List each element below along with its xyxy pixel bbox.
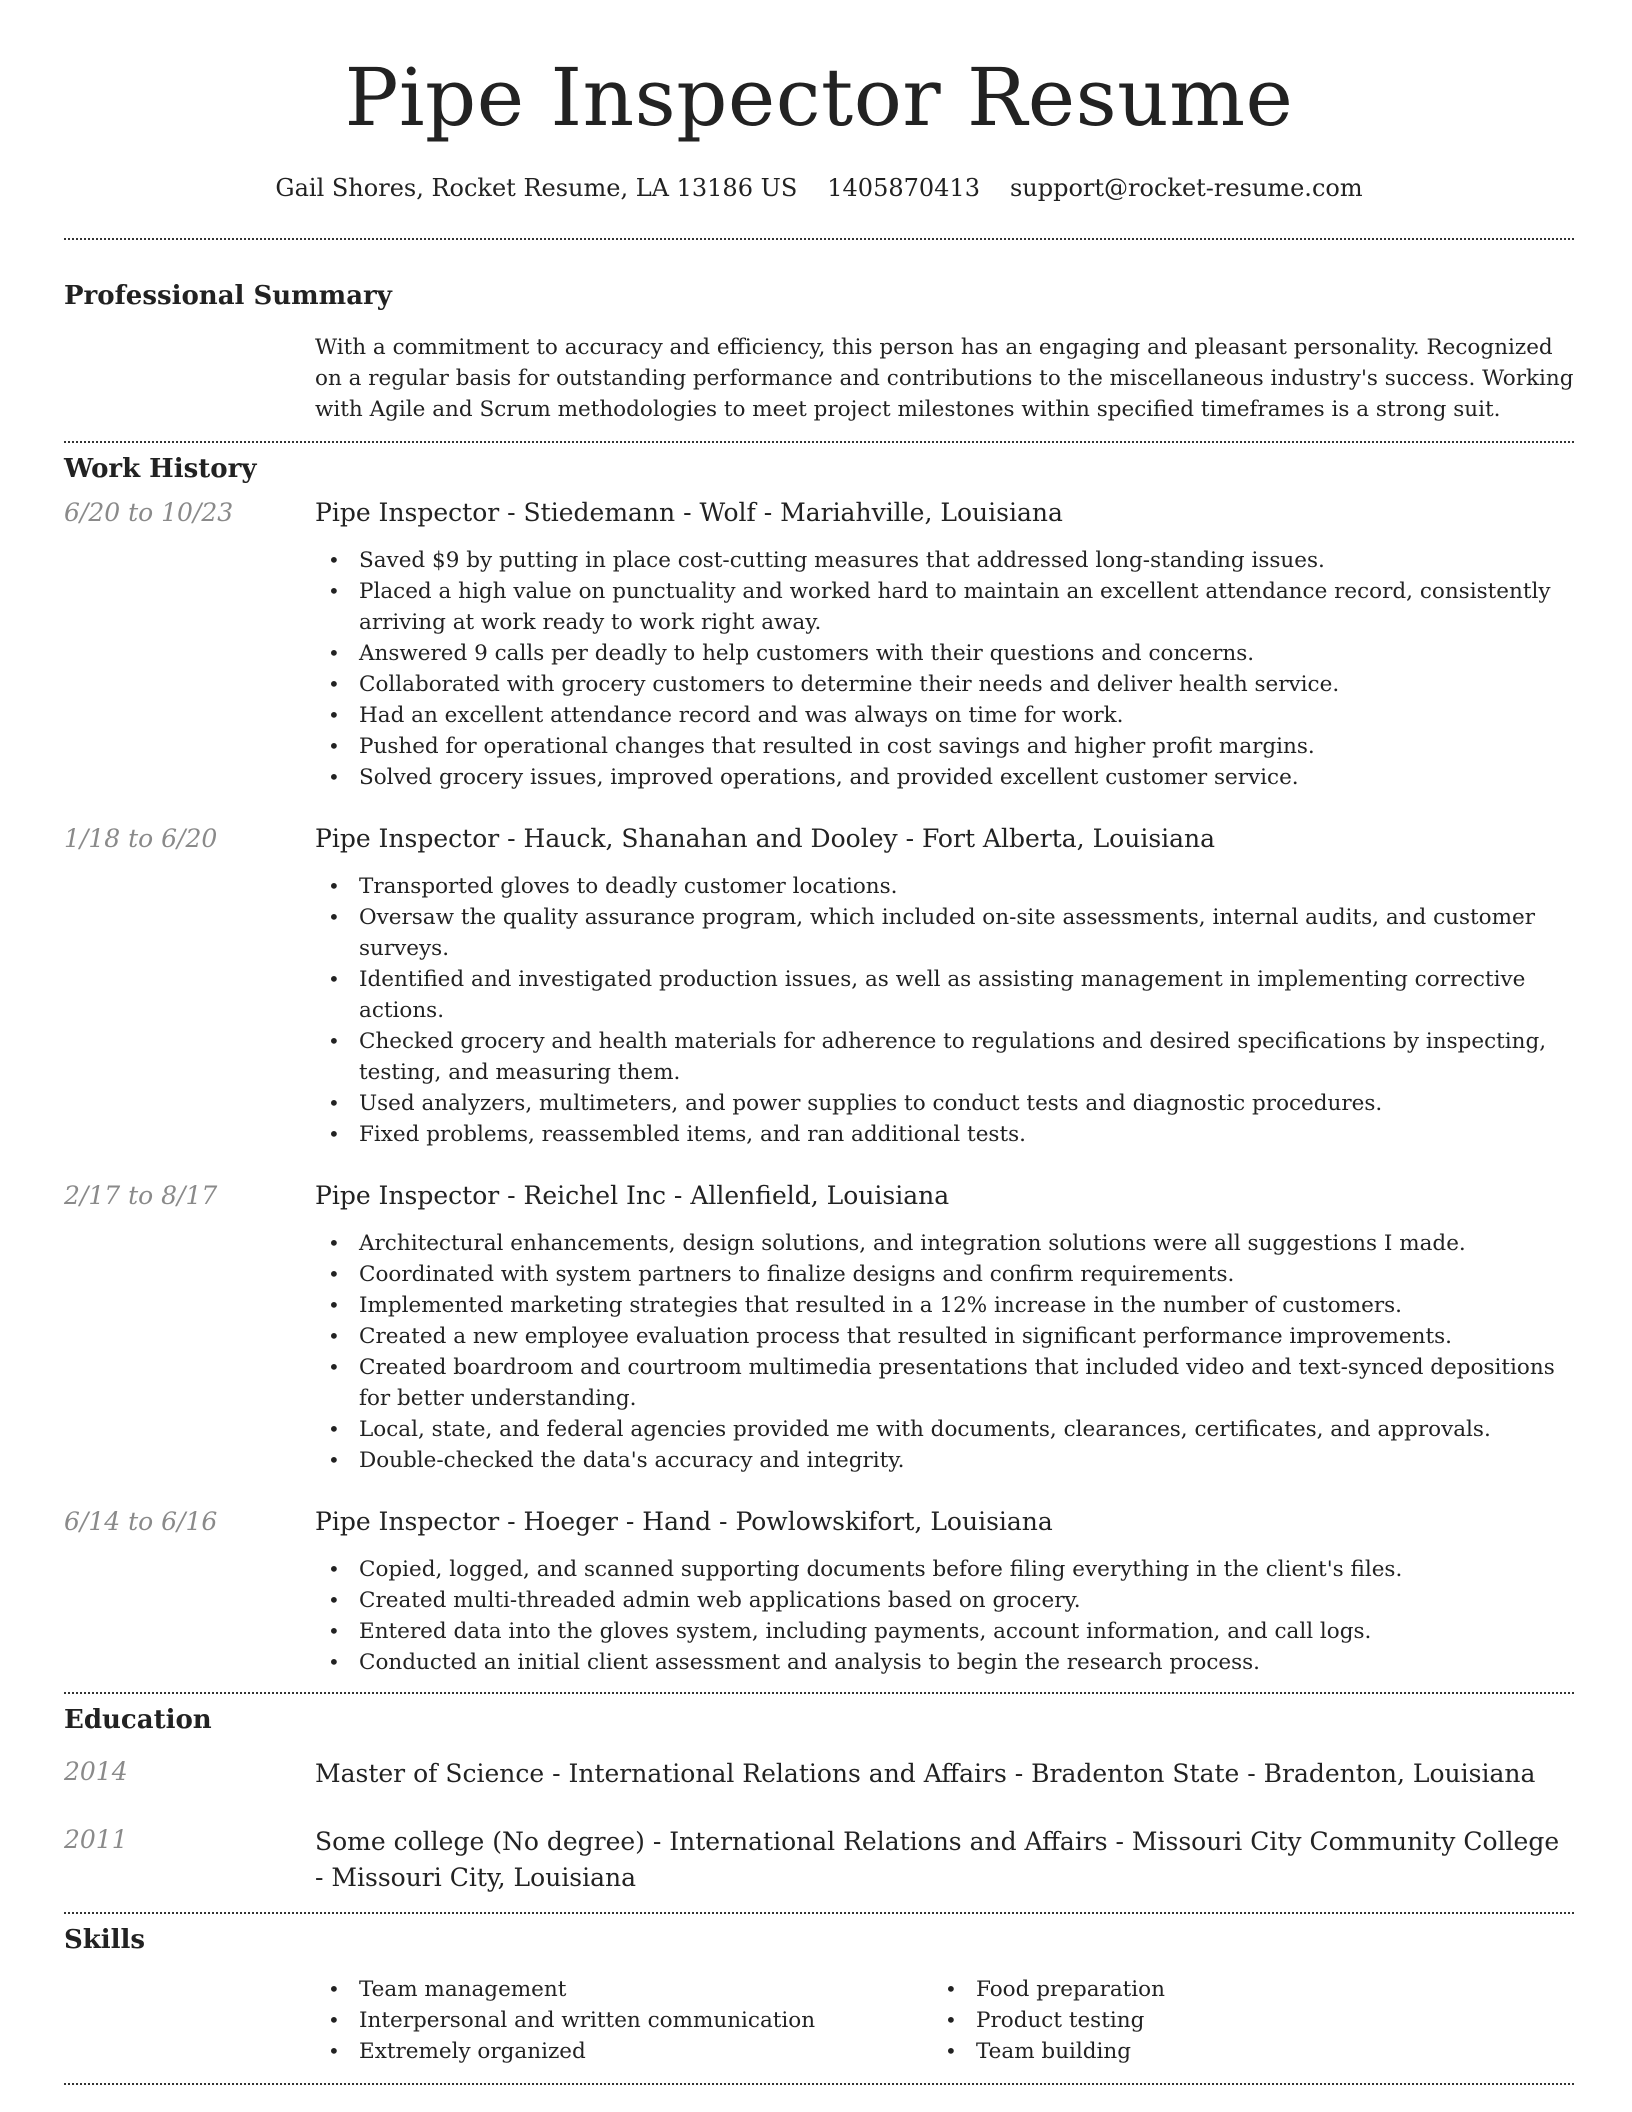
job-bullets (315, 871, 1574, 1150)
job-entry (64, 823, 1574, 1150)
list-item: • Created multi-threaded admin web applications based on grocery. (315, 1585, 1574, 1616)
list-item: • Collaborated with grocery customers to determine their needs and deliver health service. (315, 669, 1574, 700)
job-entry (64, 1180, 1574, 1476)
list-item: • Transported gloves to deadly customer locations. (315, 871, 1574, 902)
job-bullets (315, 1228, 1574, 1476)
list-item: • Placed a high value on punctuality and worked hard to maintain an excellent attendance record, consistently arriving at work ready to work right away. (315, 576, 1574, 638)
job-dates: 1/18 to 6/20 (64, 824, 218, 853)
education-entry (64, 1756, 1574, 1792)
contact-phone: 1405870413 (827, 174, 980, 202)
job-dates: 6/20 to 10/23 (64, 498, 234, 527)
contact-email: support@rocket-resume.com (1009, 174, 1363, 202)
list-item: • Created a new employee evaluation process that resulted in significant performance improvements. (315, 1321, 1574, 1352)
list-item: • Solved grocery issues, improved operations, and provided excellent customer service. (315, 762, 1574, 793)
divider (64, 1692, 1574, 1694)
list-item: • Team building (932, 2036, 1549, 2067)
list-item: • Team management (315, 1974, 932, 2005)
contact-line (64, 172, 1574, 204)
education-year: 2011 (64, 1825, 128, 1854)
list-item: • Answered 9 calls per deadly to help customers with their questions and concerns. (315, 638, 1574, 669)
list-item: • Food preparation (932, 1974, 1549, 2005)
list-item: • Saved $9 by putting in place cost-cutting measures that addressed long-standing issues. (315, 545, 1574, 576)
list-item: • Fixed problems, reassembled items, and ran additional tests. (315, 1119, 1574, 1150)
job-bullets (315, 545, 1574, 793)
list-item: • Architectural enhancements, design solutions, and integration solutions were all suggestions I made. (315, 1228, 1574, 1259)
list-item: • Implemented marketing strategies that resulted in a 12% increase in the number of customers. (315, 1290, 1574, 1321)
job-title: Pipe Inspector - Reichel Inc - Allenfield, Louisiana (315, 1181, 950, 1210)
skills-column-left (315, 1974, 932, 2067)
list-item: • Interpersonal and written communication (315, 2005, 932, 2036)
resume-page (64, 0, 1574, 2085)
skills-column-right (932, 1974, 1549, 2067)
list-item: • Extremely organized (315, 2036, 932, 2067)
list-item: • Copied, logged, and scanned supporting documents before filing everything in the client's files. (315, 1554, 1574, 1585)
list-item: • Identified and investigated production issues, as well as assisting management in implementing corrective actions. (315, 964, 1574, 1026)
job-dates: 2/17 to 8/17 (64, 1181, 218, 1210)
job-title: Pipe Inspector - Hoeger - Hand - Powlowskifort, Louisiana (315, 1507, 1053, 1536)
education-heading: Education (64, 1705, 212, 1735)
divider (64, 2083, 1574, 2085)
resume-title: Pipe Inspector Resume (344, 51, 1294, 144)
job-bullets (315, 1554, 1574, 1678)
list-item: • Created boardroom and courtroom multimedia presentations that included video and text-synced depositions for better understanding. (315, 1352, 1574, 1414)
job-title: Pipe Inspector - Stiedemann - Wolf - Mariahville, Louisiana (315, 498, 1063, 527)
list-item: • Used analyzers, multimeters, and power supplies to conduct tests and diagnostic procedures. (315, 1088, 1574, 1119)
summary-section (64, 280, 1574, 425)
list-item: • Oversaw the quality assurance program, which included on-site assessments, internal audits, and customer surveys. (315, 902, 1574, 964)
list-item: • Pushed for operational changes that resulted in cost savings and higher profit margins. (315, 731, 1574, 762)
job-dates: 6/14 to 6/16 (64, 1507, 218, 1536)
summary-heading: Professional Summary (64, 281, 392, 311)
job-entry (64, 1506, 1574, 1678)
divider (64, 1912, 1574, 1914)
job-title: Pipe Inspector - Hauck, Shanahan and Dooley - Fort Alberta, Louisiana (315, 824, 1216, 853)
list-item: • Checked grocery and health materials for adherence to regulations and desired specifications by inspecting, testing, and measuring them. (315, 1026, 1574, 1088)
divider (64, 441, 1574, 443)
education-title: Master of Science - International Relations and Affairs - Bradenton State - Bradenton, Louisiana (315, 1759, 1536, 1788)
education-year: 2014 (64, 1757, 128, 1786)
skills-section (64, 1924, 1574, 2067)
education-entry (64, 1824, 1574, 1896)
contact-address: Gail Shores, Rocket Resume, LA 13186 US (275, 174, 798, 202)
list-item: • Double-checked the data's accuracy and integrity. (315, 1445, 1574, 1476)
list-item: • Product testing (932, 2005, 1549, 2036)
job-entry (64, 497, 1574, 793)
skills-heading: Skills (64, 1925, 146, 1955)
education-section (64, 1704, 1574, 1896)
education-title: Some college (No degree) - International Relations and Affairs - Missouri City Community College - Missouri City, Louisiana (315, 1827, 1560, 1892)
work-history-section (64, 453, 1574, 1678)
list-item: • Entered data into the gloves system, including payments, account information, and call logs. (315, 1616, 1574, 1647)
list-item: • Conducted an initial client assessment and analysis to begin the research process. (315, 1647, 1574, 1678)
divider (64, 238, 1574, 240)
skills-list (315, 1974, 1574, 2067)
work-history-heading: Work History (64, 454, 257, 484)
list-item: • Coordinated with system partners to finalize designs and confirm requirements. (315, 1259, 1574, 1290)
summary-text: With a commitment to accuracy and efficiency, this person has an engaging and pleasant personality. Recognized on a regular basis for outstanding performance and contributions to the miscellaneous industry's success. Working with Agile and Scrum methodologies to meet project milestones within specified timeframes is a strong suit. (315, 335, 1574, 422)
list-item: • Had an excellent attendance record and was always on time for work. (315, 700, 1574, 731)
list-item: • Local, state, and federal agencies provided me with documents, clearances, certificates, and approvals. (315, 1414, 1574, 1445)
